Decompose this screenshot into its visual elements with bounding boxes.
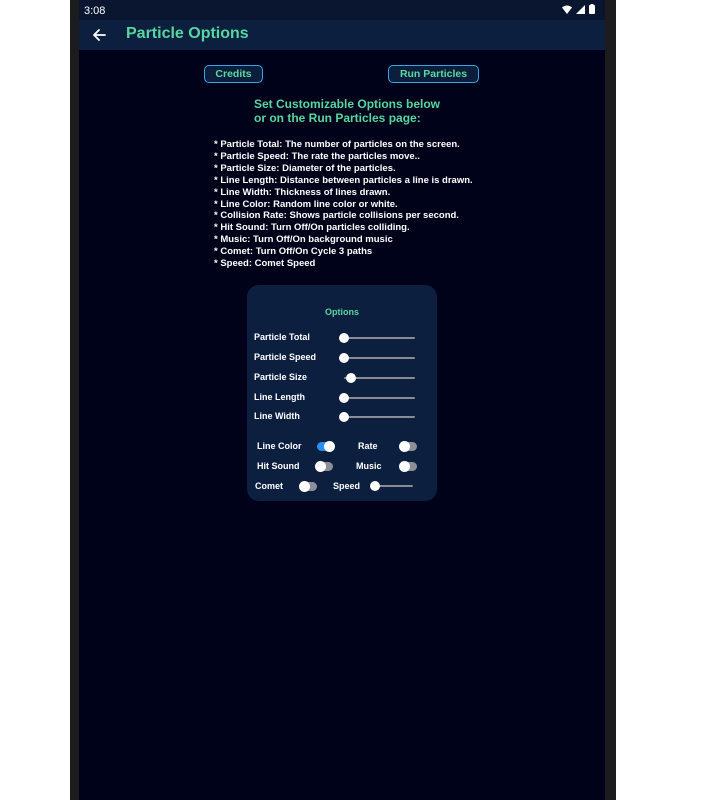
comet-label: Comet	[255, 481, 284, 491]
line-color-label: Line Color	[257, 441, 302, 451]
switch-knob	[399, 461, 410, 472]
rate-label: Rate	[358, 441, 378, 451]
options-title: Options	[325, 307, 359, 317]
particle-total-slider[interactable]	[344, 337, 415, 339]
battery-icon	[589, 4, 595, 14]
hit-sound-switch[interactable]	[316, 462, 333, 471]
particle-speed-slider[interactable]	[344, 357, 415, 359]
comet-speed-slider-thumb[interactable]	[370, 481, 380, 491]
comet-switch[interactable]	[300, 482, 317, 491]
particle-size-slider-thumb[interactable]	[346, 373, 356, 383]
status-time: 3:08	[84, 5, 106, 17]
credits-button[interactable]: Credits	[204, 65, 263, 83]
rate-switch[interactable]	[400, 442, 417, 451]
particle-speed-label: Particle Speed	[254, 352, 317, 362]
music-label: Music	[356, 461, 382, 471]
description-item: * Collision Rate: Shows particle collisions per second.	[214, 210, 459, 222]
run-particles-button[interactable]: Run Particles	[388, 65, 479, 83]
app-screen	[79, 0, 605, 800]
switch-knob	[299, 481, 310, 492]
switch-knob	[324, 441, 335, 452]
switch-knob	[315, 461, 326, 472]
comet-speed-slider[interactable]	[375, 485, 413, 487]
particle-total-slider-thumb[interactable]	[339, 333, 349, 343]
hit-sound-label: Hit Sound	[257, 461, 300, 471]
speed-label: Speed	[333, 481, 361, 491]
particle-speed-slider-thumb[interactable]	[339, 353, 349, 363]
line-length-slider[interactable]	[344, 397, 415, 399]
status-bar	[79, 0, 605, 20]
back-arrow-icon	[92, 28, 106, 42]
description-item: * Particle Speed: The rate the particles move..	[214, 150, 420, 162]
line-length-slider-thumb[interactable]	[339, 393, 349, 403]
status-icons	[562, 4, 595, 14]
description-item: * Speed: Comet Speed	[214, 258, 316, 270]
device-frame	[70, 0, 616, 800]
back-button[interactable]	[89, 25, 109, 45]
options-heading	[254, 97, 440, 125]
description-item: * Particle Total: The number of particles on the screen.	[214, 139, 460, 150]
description-item: * Comet: Turn Off/On Cycle 3 paths	[214, 246, 373, 258]
options-panel	[247, 285, 437, 501]
description-item: * Line Color: Random line color or white.	[214, 198, 398, 210]
particle-total-label: Particle Total	[254, 332, 310, 342]
line-width-slider-thumb[interactable]	[339, 412, 349, 422]
heading-line-1: Set Customizable Options below	[254, 97, 441, 111]
line-color-switch[interactable]	[317, 442, 334, 451]
music-switch[interactable]	[400, 462, 417, 471]
app-bar	[79, 20, 605, 50]
description-item: * Line Length: Distance between particles a line is drawn.	[214, 174, 473, 186]
description-item: * Music: Turn Off/On background music	[214, 234, 393, 246]
switch-knob	[399, 441, 410, 452]
line-length-label: Line Length	[254, 392, 305, 402]
signal-icon	[576, 5, 585, 14]
description-item: * Hit Sound: Turn Off/On particles colliding.	[214, 222, 410, 234]
description-item: * Particle Size: Diameter of the particles.	[214, 162, 396, 174]
line-width-label: Line Width	[254, 411, 300, 421]
description-item: * Line Width: Thickness of lines drawn.	[214, 186, 391, 198]
particle-size-label: Particle Size	[254, 372, 308, 382]
page-title: Particle Options	[126, 25, 249, 42]
heading-line-2: or on the Run Particles page:	[254, 111, 421, 125]
wifi-icon	[562, 5, 572, 14]
option-descriptions	[214, 139, 473, 270]
line-width-slider[interactable]	[344, 416, 415, 418]
